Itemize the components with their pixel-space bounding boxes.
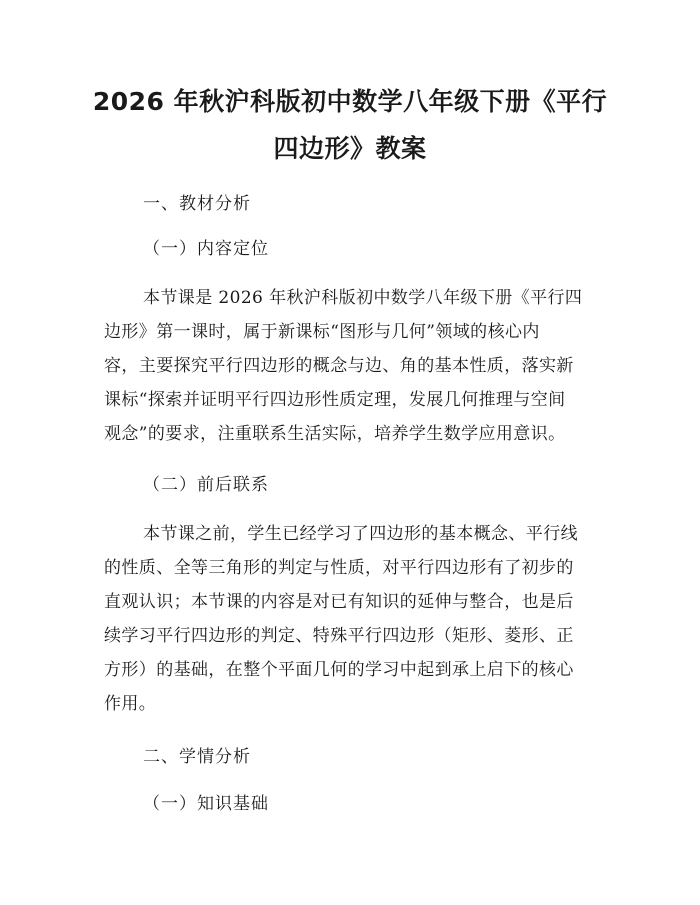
section-1-sub-1-heading: （一）内容定位 bbox=[143, 239, 269, 259]
paragraph-line: 直观认识；本节课的内容是对已有知识的延伸与整合，也是后 bbox=[104, 592, 574, 612]
paragraph-line: 作用。 bbox=[104, 694, 157, 714]
section-1-heading: 一、教材分析 bbox=[143, 194, 251, 214]
paragraph-line: 的性质、全等三角形的判定与性质，对平行四边形有了初步的 bbox=[104, 558, 574, 578]
paragraph-line: 本节课是 2026 年秋沪科版初中数学八年级下册《平行四 bbox=[143, 288, 583, 308]
paragraph-line: 容，主要探究平行四边形的概念与边、角的基本性质，落实新 bbox=[104, 356, 574, 376]
paragraph-line: 续学习平行四边形的判定、特殊平行四边形（矩形、菱形、正 bbox=[104, 626, 574, 646]
document-title-line-1: 2026 年秋沪科版初中数学八年级下册《平行 bbox=[92, 87, 608, 116]
paragraph-line: 本节课之前，学生已经学习了四边形的基本概念、平行线 bbox=[143, 524, 578, 544]
paragraph-line: 观念”的要求，注重联系生活实际，培养学生数学应用意识。 bbox=[104, 424, 566, 444]
document-title-line-2: 四边形》教案 bbox=[273, 134, 427, 163]
paragraph-line: 方形）的基础，在整个平面几何的学习中起到承上启下的核心 bbox=[104, 660, 574, 680]
paragraph-line: 边形》第一课时，属于新课标“图形与几何”领域的核心内 bbox=[104, 322, 540, 342]
section-2-heading: 二、学情分析 bbox=[143, 747, 251, 767]
section-1-sub-2-heading: （二）前后联系 bbox=[143, 475, 269, 495]
paragraph-line: 课标“探索并证明平行四边形性质定理，发展几何推理与空间 bbox=[104, 390, 566, 410]
section-2-sub-1-heading: （一）知识基础 bbox=[143, 794, 269, 814]
